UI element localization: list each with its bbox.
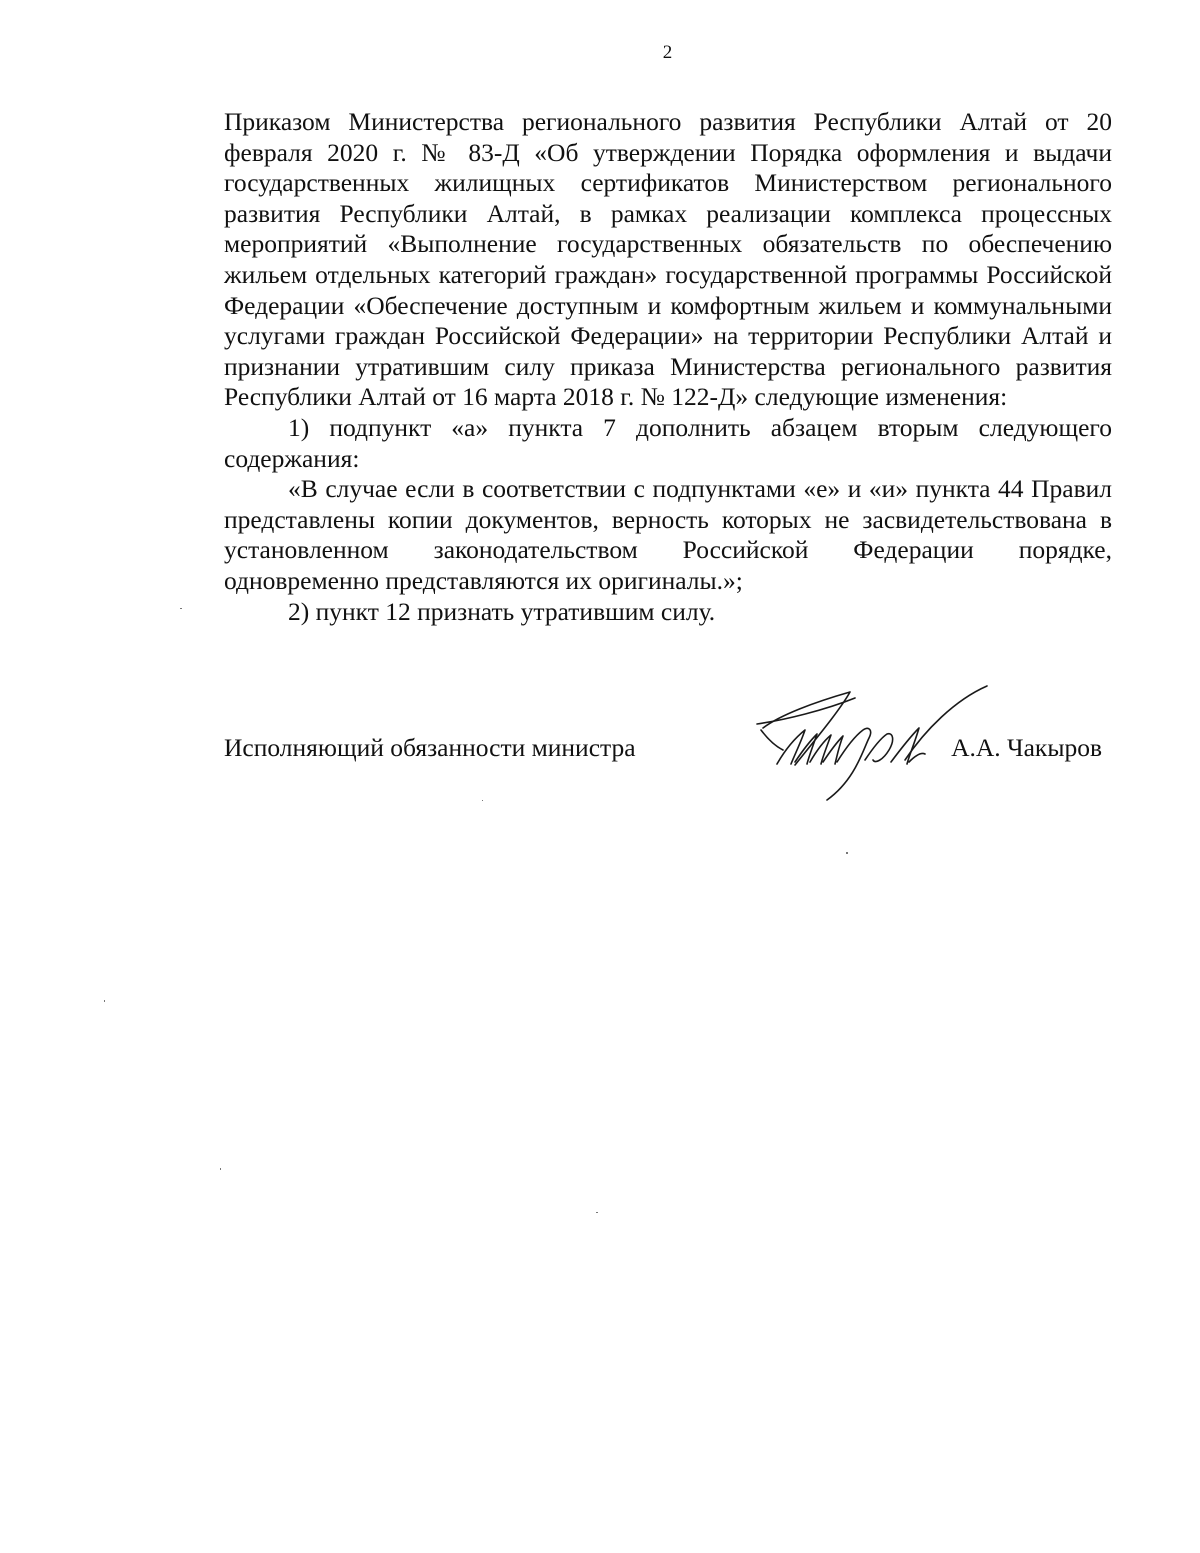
- handwritten-signature: [755, 680, 1005, 805]
- body-paragraph-item-2: 2) пункт 12 признать утратившим силу.: [288, 596, 716, 626]
- body-paragraph-intro: Приказом Министерства регионального развития Республики Алтай от 20 февраля 2020 г. № 83-Д «Об утверждении Порядка оформления и выдачи государственных жилищных сертификатов Министерством регионального развития Республики Алтай, в рамках реализации комплекса процессных мероприятий «Выполнение государственных обязательств по обеспечению жильем отдельных категорий граждан» государственной программы Российской Федерации «Обеспечение доступным и комфортным жильем и коммунальными услугами граждан Российской Федерации» на территории Республики Алтай и признании утратившим силу приказа Министерства регионального развития Республики Алтай от 16 марта 2018 г. № 122-Д» следующие изменения:: [224, 107, 1112, 412]
- scan-speck: [596, 1212, 598, 1213]
- signer-title: Исполняющий обязанности министра: [224, 733, 636, 762]
- document-body: [224, 107, 1112, 627]
- scan-speck: [220, 1168, 221, 1170]
- page-number: 2: [662, 42, 673, 63]
- scan-speck: [104, 1000, 105, 1002]
- scan-speck: [482, 800, 483, 801]
- scan-speck: [180, 608, 182, 609]
- signer-name: А.А. Чакыров: [951, 733, 1102, 762]
- body-paragraph-item-1: 1) подпункт «а» пункта 7 дополнить абзацем вторым следующего содержания:: [224, 412, 1112, 473]
- body-paragraph-quote: «В случае если в соответствии с подпунктами «е» и «и» пункта 44 Правил представлены копии документов, верность которых не засвидетельствована в установленном законодательством Российской Федерации порядке, одновременно представляются их оригиналы.»;: [224, 474, 1112, 595]
- scan-speck: [846, 852, 848, 854]
